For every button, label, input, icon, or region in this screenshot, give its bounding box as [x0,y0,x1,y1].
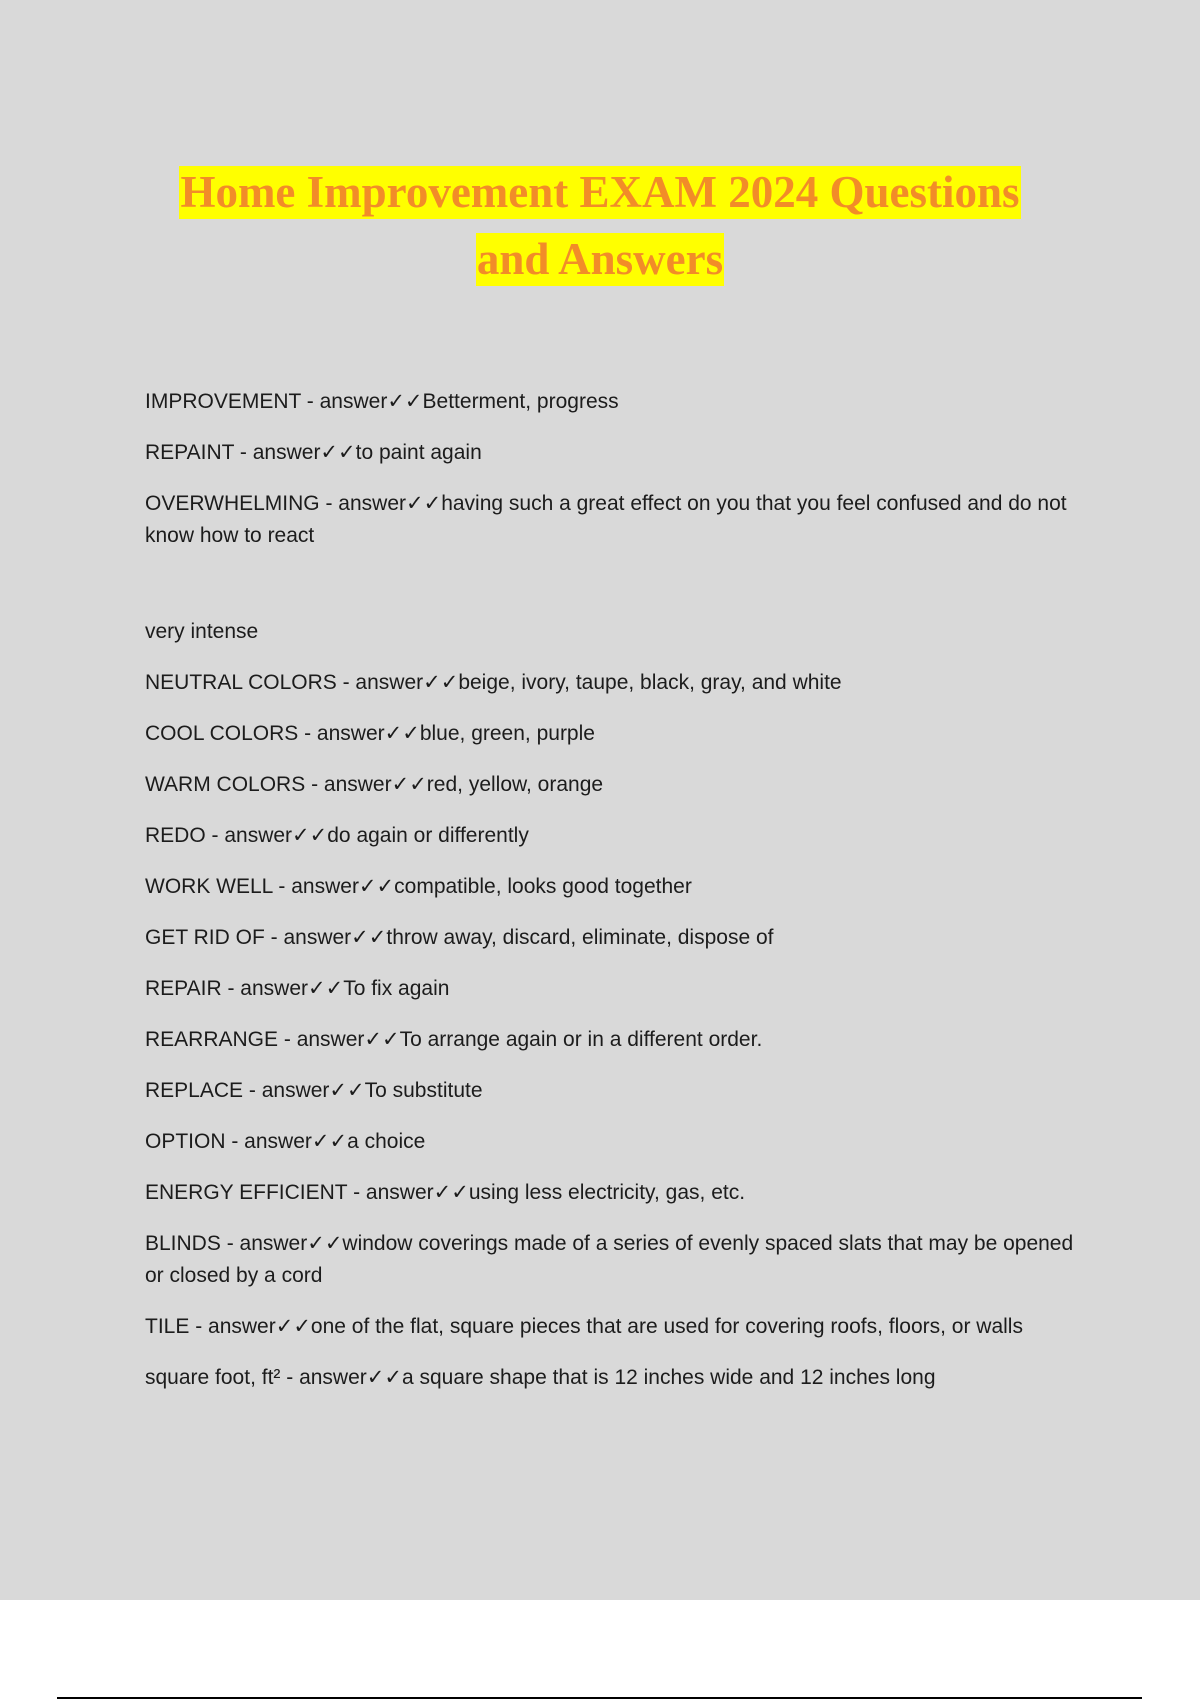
qa-term: REPLACE [145,1079,244,1102]
qa-list [145,386,1085,1413]
qa-answer: do again or differently [327,824,529,847]
qa-entry [145,488,1085,552]
answer-marker: - answer✓✓ [221,977,344,1000]
qa-entry [145,1126,1085,1158]
qa-answer: To substitute [364,1079,483,1102]
qa-term: REARRANGE [145,1028,279,1051]
title-line-2: and Answers [476,234,724,284]
answer-marker: - answer✓✓ [220,1232,343,1255]
qa-entry [145,667,1085,699]
qa-entry [145,718,1085,750]
qa-term: IMPROVEMENT [145,390,301,413]
qa-term: WORK WELL [145,875,273,898]
page-title [100,166,1100,300]
qa-entry [145,1228,1085,1292]
qa-term: TILE [145,1315,190,1338]
answer-marker: - answer✓✓ [272,875,395,898]
qa-answer: blue, green, purple [419,722,595,745]
qa-term: BLINDS [145,1232,221,1255]
qa-term: REPAINT [145,441,235,464]
qa-term: OPTION [145,1130,226,1153]
answer-marker: - answer✓✓ [234,441,356,464]
qa-term: GET RID OF [145,926,265,949]
qa-term: ENERGY EFFICIENT [145,1181,348,1204]
qa-entry [145,1362,1085,1394]
qa-term: square foot, ft² [145,1366,281,1389]
footer-divider [57,1697,1142,1699]
answer-marker: - answer✓✓ [189,1315,311,1338]
qa-entry [145,973,1085,1005]
qa-answer: throw away, discard, eliminate, dispose of [386,926,774,949]
qa-entry [145,922,1085,954]
answer-marker: - answer✓✓ [347,1181,469,1204]
answer-marker: - answer✓✓ [278,1028,400,1051]
qa-term: REDO [145,824,206,847]
qa-entry [145,1075,1085,1107]
extra-paragraph: very intense [145,620,259,643]
qa-term: OVERWHELMING [145,492,320,515]
answer-marker: - answer✓✓ [319,492,442,515]
answer-marker: - answer✓✓ [305,773,427,796]
qa-answer: compatible, looks good together [394,875,692,898]
answer-marker: - answer✓✓ [280,1366,402,1389]
qa-term: WARM COLORS [145,773,306,796]
qa-answer: beige, ivory, taupe, black, gray, and white [458,671,842,694]
answer-marker: - answer✓✓ [225,1130,348,1153]
next-page-preview [0,1600,1200,1700]
qa-entry [145,437,1085,469]
qa-answer: window coverings made of a series of evenly spaced slats that may be opened or closed by a cord [145,1232,1074,1287]
qa-answer: Betterment, progress [422,390,619,413]
answer-marker: - answer✓✓ [243,1079,365,1102]
qa-answer: To arrange again or in a different order. [399,1028,763,1051]
qa-answer: To fix again [343,977,450,1000]
answer-marker: - answer✓✓ [336,671,459,694]
qa-entry [145,386,1085,418]
answer-marker: - answer✓✓ [300,390,423,413]
qa-answer: using less electricity, gas, etc. [468,1181,746,1204]
qa-answer: to paint again [355,441,482,464]
qa-entry [145,1177,1085,1209]
answer-marker: - answer✓✓ [264,926,387,949]
qa-answer: having such a great effect on you that you feel confused and do not know how to react [145,492,1067,547]
qa-entry [145,820,1085,852]
answer-marker: - answer✓✓ [205,824,328,847]
qa-entry [145,871,1085,903]
qa-term: NEUTRAL COLORS [145,671,337,694]
answer-marker: - answer✓✓ [298,722,420,745]
qa-term: COOL COLORS [145,722,299,745]
qa-answer: one of the flat, square pieces that are used for covering roofs, floors, or walls [310,1315,1023,1338]
qa-answer: a choice [347,1130,426,1153]
qa-entry [145,1024,1085,1056]
qa-term: REPAIR [145,977,222,1000]
qa-entry [145,1311,1085,1343]
title-line-1: Home Improvement EXAM 2024 Questions [180,167,1020,217]
qa-answer: red, yellow, orange [426,773,604,796]
qa-answer: a square shape that is 12 inches wide and 12 inches long [401,1366,936,1389]
qa-entry [145,769,1085,801]
